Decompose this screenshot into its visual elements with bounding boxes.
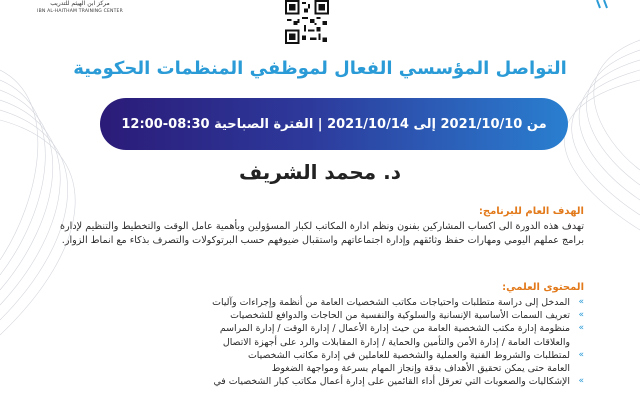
- bullet-icon: »: [578, 310, 584, 321]
- content-heading: المحتوى العلمي:: [502, 282, 584, 293]
- goal-text: تهدف هذه الدورة الى اكساب المشاركين بفنون ونظم ادارة المكاتب لكبار المسؤولين وبأهمية عامل الوقت والتخطيط والتنظيم لإدارة برامج عملهم اليومي ومهارات حفظ وثائقهم وإدارة اجتماعاتهم واستقبال ضيوفهم حسب البرتوكولات والتصرف بذكاء مع انماط الزوار.: [60, 221, 584, 246]
- list-item-continuation: [60, 336, 584, 349]
- goal-heading: الهدف العام للبرنامج:: [478, 206, 584, 217]
- bullet-icon: »: [578, 323, 584, 334]
- list-item-text: المدخل إلى دراسة متطلبات واحتياجات مكاتب الشخصيات العامة من أنظمة وإجراءات وآليات: [212, 297, 570, 308]
- list-item: [60, 309, 584, 322]
- list-item-text: الإشكاليات والصعوبات التي تعرقل أداء القائمين على إدارة أعمال مكاتب كبار الشخصيات في: [213, 376, 570, 388]
- course-title: التواصل المؤسسي الفعال لموظفي المنظمات الحكومية: [73, 58, 567, 79]
- list-item: [60, 349, 584, 362]
- brand-mark-icon: [594, 0, 614, 10]
- list-item-text: لمتطلبات والشروط الفنية والعملية والشخصية للعاملين في إدارة مكاتب الشخصيات: [247, 349, 570, 361]
- bullet-icon: »: [578, 349, 584, 360]
- content-list: [60, 296, 584, 388]
- list-item: [60, 375, 584, 388]
- bullet-icon: »: [578, 376, 584, 387]
- training-center-logo: [30, 0, 130, 15]
- schedule-text: من 2021/10/10 إلى 2021/10/14 | الفترة الصباحية 08:30-12:00: [121, 116, 547, 132]
- schedule-banner: [100, 98, 568, 150]
- list-item: [60, 322, 584, 335]
- presenter-name: د. محمد الشريف: [238, 160, 402, 184]
- list-item-text: العامة حتى يمكن تحقيق الأهداف بدقة وإنجاز المهام بسرعة ومواجهة الضغوط: [271, 363, 570, 375]
- qr-code: [285, 0, 329, 44]
- list-item: [60, 296, 584, 309]
- bullet-icon: »: [578, 297, 584, 307]
- logo-arabic-name: مركز ابن الهيثم للتدريب: [50, 0, 110, 7]
- list-item-continuation: [60, 362, 584, 375]
- list-item-text: تعريف السمات الأساسية الإنسانية والسلوكية والنفسية من الحاجات والدوافع للشخصيات: [230, 310, 570, 322]
- list-item-text: والعلاقات العامة / إدارة الأمن والتأمين والحماية / إدارة المقابلات والرد على أجهزة الاتصال: [222, 336, 570, 348]
- logo-english-name: IBN AL-HAITHAM TRAINING CENTER: [37, 9, 123, 14]
- list-item-text: منظومة إدارة مكتب الشخصية العامة من حيث إدارة الأعمال / إدارة الوقت / إدارة المراسم: [219, 323, 570, 335]
